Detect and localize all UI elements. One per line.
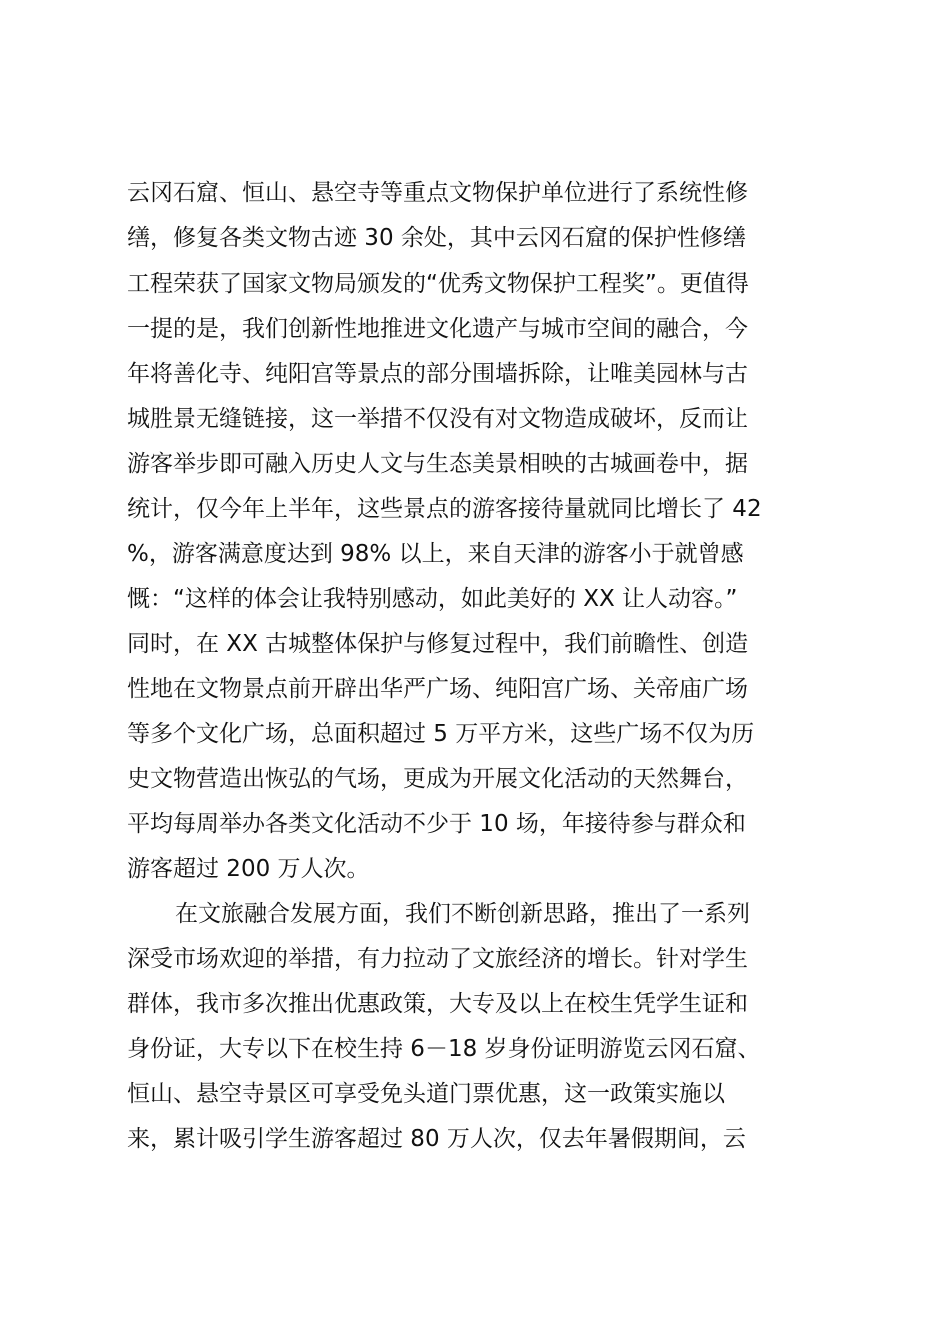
text-line: 云冈石窟、恒山、悬空寺等重点文物保护单位进行了系统性修 bbox=[127, 180, 748, 206]
paragraph-first-line: 在文旅融合发展方面，我们不断创新思路，推出了一系列 bbox=[175, 901, 750, 927]
text-line: 平均每周举办各类文化活动不少于 10 场，年接待参与群众和 bbox=[127, 811, 746, 837]
text-line: 来，累计吸引学生游客超过 80 万人次，仅去年暑假期间，云 bbox=[127, 1126, 746, 1152]
text-line: 统计，仅今年上半年，这些景点的游客接待量就同比增长了 42 bbox=[127, 496, 762, 522]
text-line: 年将善化寺、纯阳宫等景点的部分围墙拆除，让唯美园林与古 bbox=[127, 361, 748, 387]
text-line: 一提的是，我们创新性地推进文化遗产与城市空间的融合，今 bbox=[127, 316, 748, 342]
text-line: 同时，在 XX 古城整体保护与修复过程中，我们前瞻性、创造 bbox=[127, 631, 749, 657]
text-line: 城胜景无缝链接，这一举措不仅没有对文物造成破坏，反而让 bbox=[127, 406, 748, 432]
text-line: 游客举步即可融入历史人文与生态美景相映的古城画卷中，据 bbox=[127, 451, 748, 477]
text-line: 深受市场欢迎的举措，有力拉动了文旅经济的增长。针对学生 bbox=[127, 946, 748, 972]
text-line: 恒山、悬空寺景区可享受免头道门票优惠，这一政策实施以 bbox=[127, 1081, 725, 1107]
text-line: %，游客满意度达到 98% 以上，来自天津的游客小于就曾感 bbox=[127, 541, 744, 567]
text-line: 群体，我市多次推出优惠政策，大专及以上在校生凭学生证和 bbox=[127, 991, 748, 1017]
text-line: 游客超过 200 万人次。 bbox=[127, 856, 370, 882]
text-line: 等多个文化广场，总面积超过 5 万平方米，这些广场不仅为历 bbox=[127, 721, 755, 747]
text-line: 慨：“这样的体会让我特别感动，如此美好的 XX 让人动容。” bbox=[127, 586, 738, 612]
text-line: 性地在文物景点前开辟出华严广场、纯阳宫广场、关帝庙广场 bbox=[127, 676, 748, 702]
text-line: 工程荣获了国家文物局颁发的“优秀文物保护工程奖”。更值得 bbox=[127, 271, 749, 297]
text-line: 身份证，大专以下在校生持 6－18 岁身份证明游览云冈石窟、 bbox=[127, 1036, 761, 1062]
text-line: 史文物营造出恢弘的气场，更成为开展文化活动的天然舞台， bbox=[127, 766, 748, 792]
text-line: 缮，修复各类文物古迹 30 余处，其中云冈石窟的保护性修缮 bbox=[127, 225, 746, 251]
